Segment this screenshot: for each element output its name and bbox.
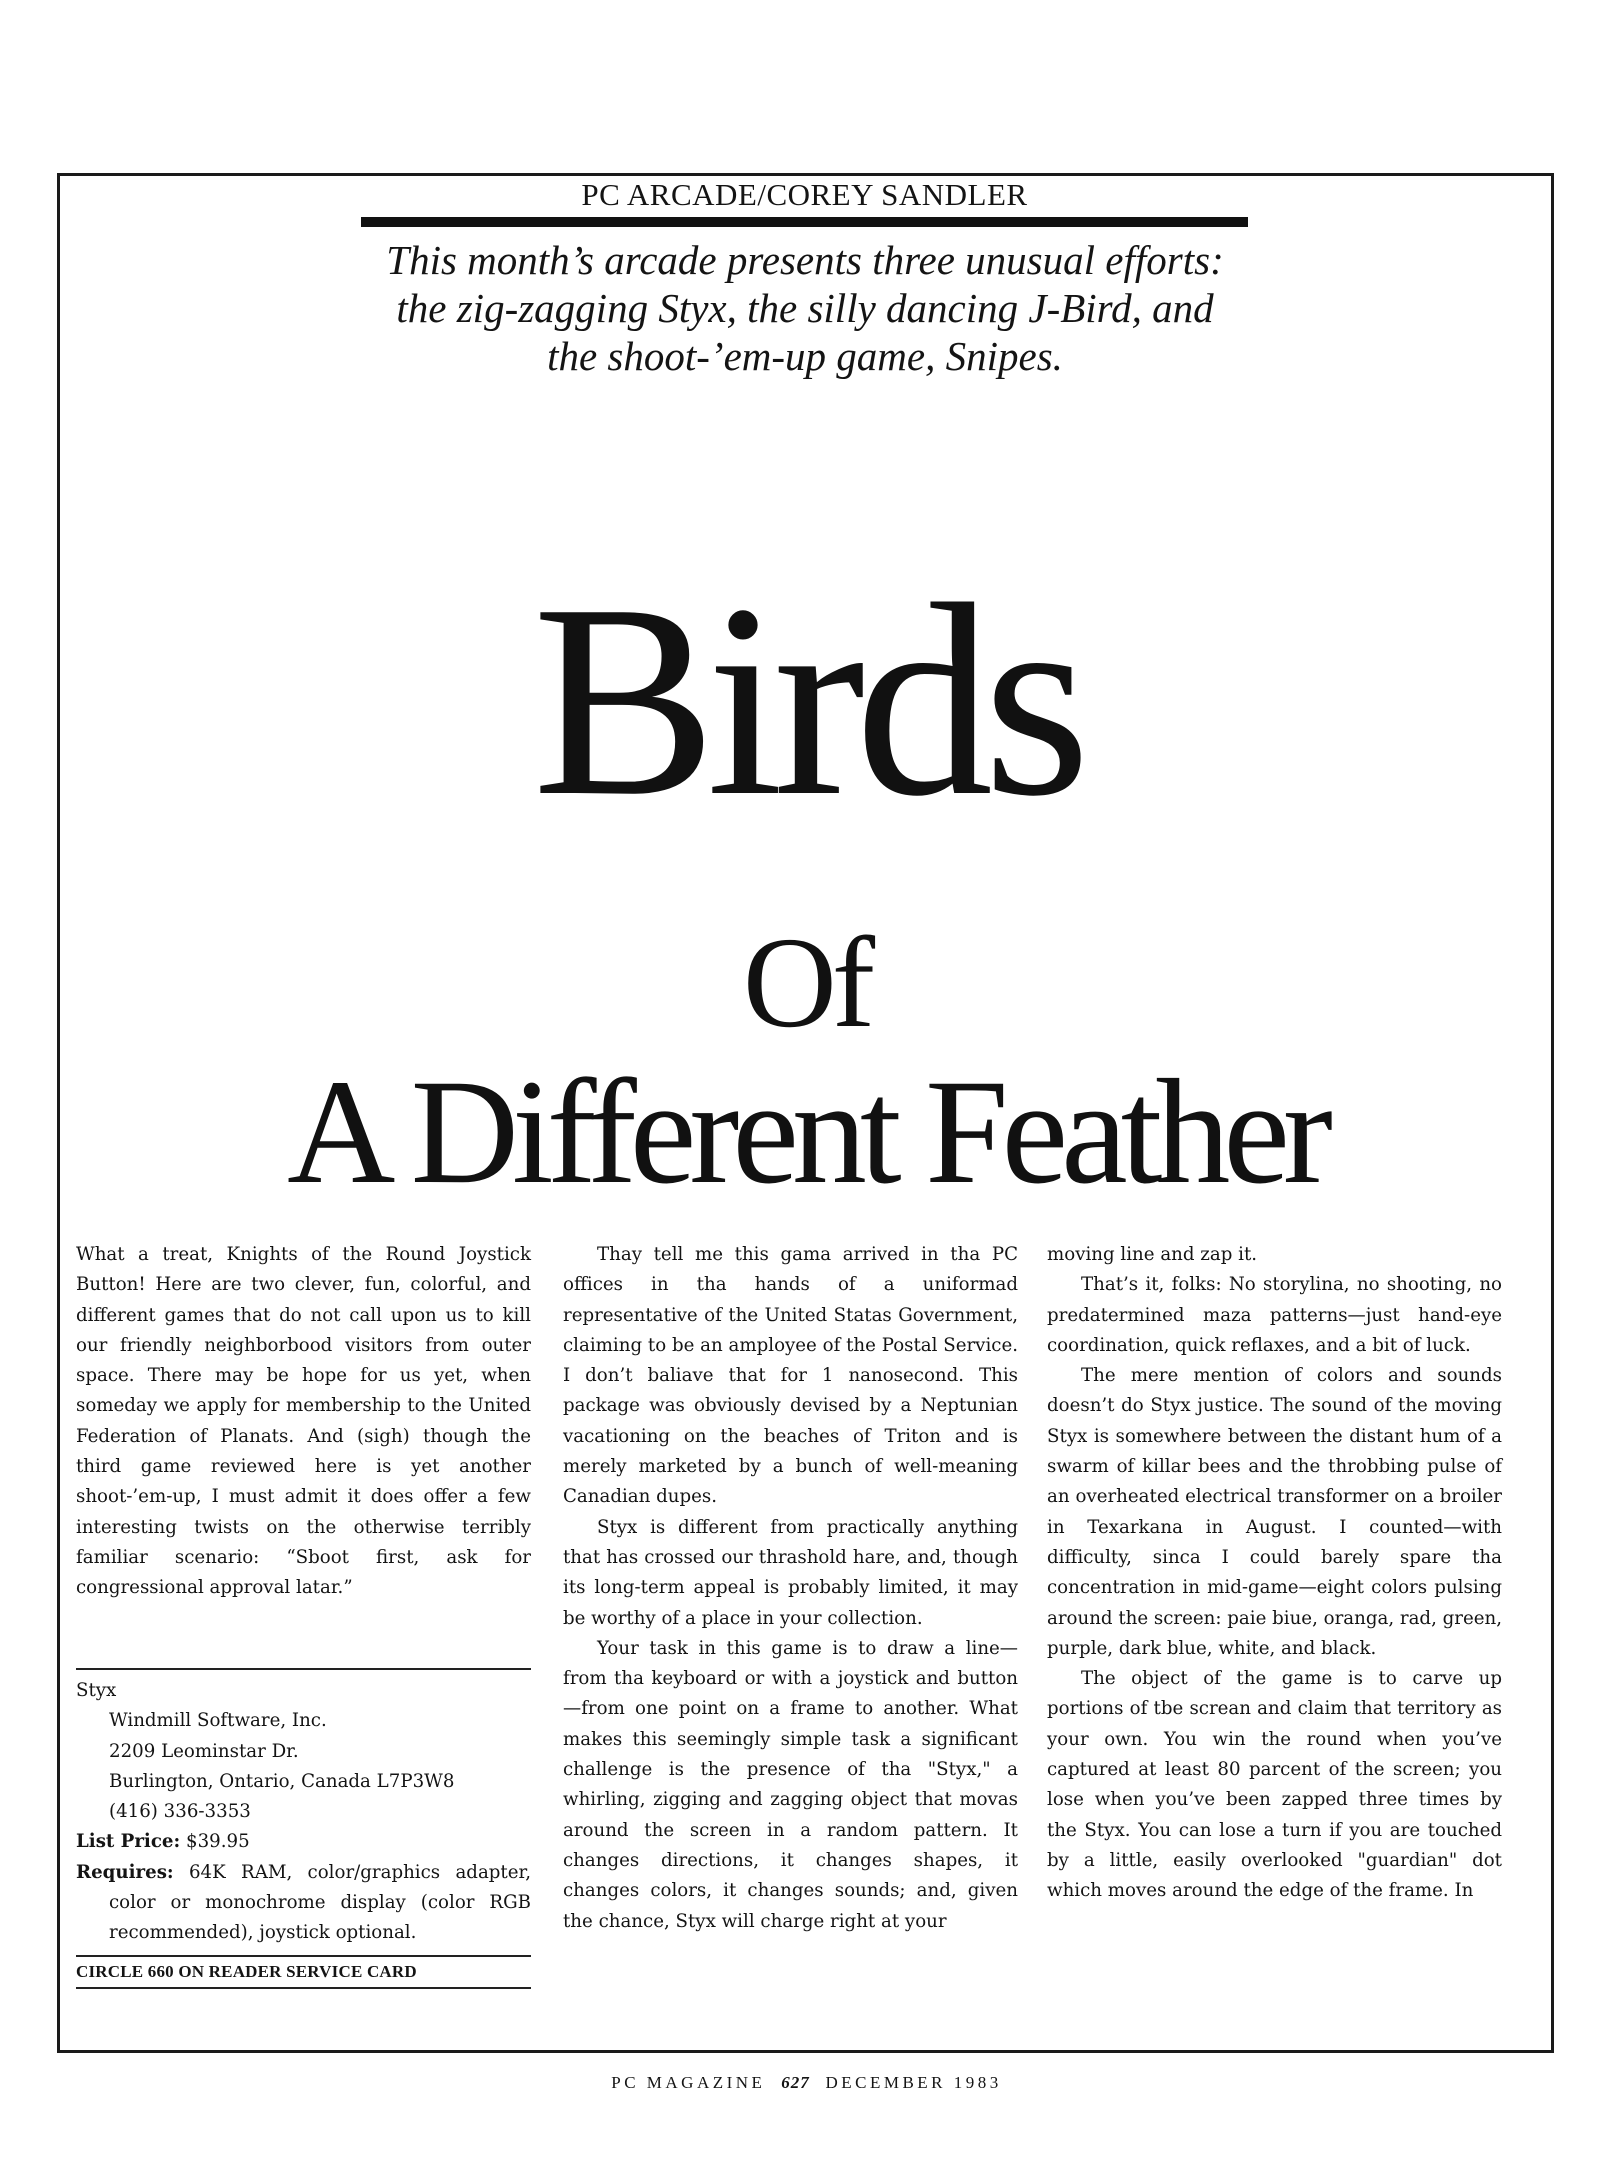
deck-line: the shoot-’em-up game, Snipes. bbox=[547, 333, 1063, 379]
requires-label: Requires: bbox=[76, 1861, 174, 1883]
paragraph: Your task in this game is to draw a line—from tha keyboard or with a joystick and button—from one point on a frame to another. What makes this seemingly simple task a significant challenge is the presence of tha "Styx," a whirling, zigging and zagging object that movas around the screen in a random pattern. It changes directions, it changes shapes, it changes colors, it changes sounds; and, given the chance, Styx will charge right at your bbox=[563, 1637, 1018, 1932]
page-footer bbox=[440, 2070, 1173, 2096]
paragraph: Thay tell me this gama arrived in tha PC offices in tha hands of a uniformad representative of the United Statas Government, claiming to be an amployee of the Postal Service. I don’t baliave that for 1 nanosecond. This package was obviously devised by a Neptunian vacationing on the beaches of Triton and is merely marketed by a bunch of well-meaning Canadian dupes. bbox=[563, 1244, 1018, 1508]
reader-service-note: CIRCLE 660 ON READER SERVICE CARD bbox=[76, 1955, 531, 1989]
company-street: 2209 Leominstar Dr. bbox=[109, 1740, 299, 1762]
company-city: Burlington, Ontario, Canada L7P3W8 bbox=[109, 1770, 455, 1792]
paragraph: The mere mention of colors and sounds doesn’t do Styx justice. The sound of the moving Styx is somewhere between the distant hum of a swarm of killar bees and the throbbing pulse of an overheated electrical transformer on a broiler in Texarkana in August. I counted—with difficulty, sinca I could barely spare tha concentration in mid-game—eight colors pulsing around the screen: paie biue, oranga, rad, green, purple, dark blue, white, and black. bbox=[1047, 1365, 1502, 1659]
footer-page-number: 627 bbox=[781, 2073, 810, 2092]
body-column-3 bbox=[1047, 1240, 1502, 1907]
product-name: Styx bbox=[76, 1680, 117, 1701]
article-deck bbox=[340, 236, 1270, 380]
product-info-box bbox=[76, 1668, 531, 1989]
requires-value: 64K RAM, color/graphics adapter, color or monochrome display (color RGB recommended), joystick optional. bbox=[109, 1861, 531, 1944]
list-price bbox=[76, 1827, 531, 1857]
deck-line: This month’s arcade presents three unusual efforts: bbox=[386, 237, 1224, 283]
requirements bbox=[76, 1858, 531, 1949]
kicker-rule bbox=[361, 217, 1248, 227]
paragraph: The object of the game is to carve up portions of tbe screan and claim that territory as your own. You win the round when you’ve captured at least 80 parcent of the screen; you lose when you’ve been zapped three times by the Styx. You can lose a turn if you are touched by a little, easily overlooked "guardian" dot which moves around the edge of the frame. In bbox=[1047, 1668, 1502, 1902]
body-column-2 bbox=[563, 1240, 1018, 1937]
footer-magazine: PC MAGAZINE bbox=[611, 2073, 766, 2092]
headline-birds: Birds bbox=[532, 547, 1081, 853]
company-name: Windmill Software, Inc. bbox=[109, 1710, 327, 1732]
deck-line: the zig-zagging Styx, the silly dancing J-Bird, and bbox=[396, 285, 1214, 331]
headline-different-feather: A Different Feather bbox=[287, 1049, 1326, 1215]
footer-date: DECEMBER 1983 bbox=[825, 2073, 1002, 2092]
paragraph: That’s it, folks: No storylina, no shooting, no predatermined maza patterns—just hand-eye coordination, quick reflaxes, and a bit of luck. bbox=[1047, 1274, 1502, 1356]
paragraph: Styx is different from practically anything that has crossed our thrashold hare, and, though its long-term appeal is probably limited, it may be worthy of a place in your collection. bbox=[563, 1516, 1018, 1629]
body-column-1 bbox=[76, 1240, 531, 1604]
company-phone: (416) 336-3353 bbox=[109, 1801, 251, 1823]
headline-of: Of bbox=[742, 911, 871, 1055]
paragraph: What a treat, Knights of the Round Joystick Button! Here are two clever, fun, colorful, and different games that do not call upon us to kill our friendly neighborbood visitors from outer space. There may be hope for us yet, when someday we apply for membership to the United Federation of Planats. And (sigh) though the third game reviewed here is yet another shoot-’em-up, I must admit it does offer a few interesting twists on the otherwise terribly familiar scenario: “Sboot first, ask for congressional approval latar.” bbox=[76, 1244, 531, 1599]
list-price-label: List Price: bbox=[76, 1831, 181, 1853]
paragraph: moving line and zap it. bbox=[1047, 1244, 1258, 1265]
column-kicker: PC ARCADE/COREY SANDLER bbox=[581, 177, 1028, 212]
list-price-value: $39.95 bbox=[186, 1831, 250, 1853]
